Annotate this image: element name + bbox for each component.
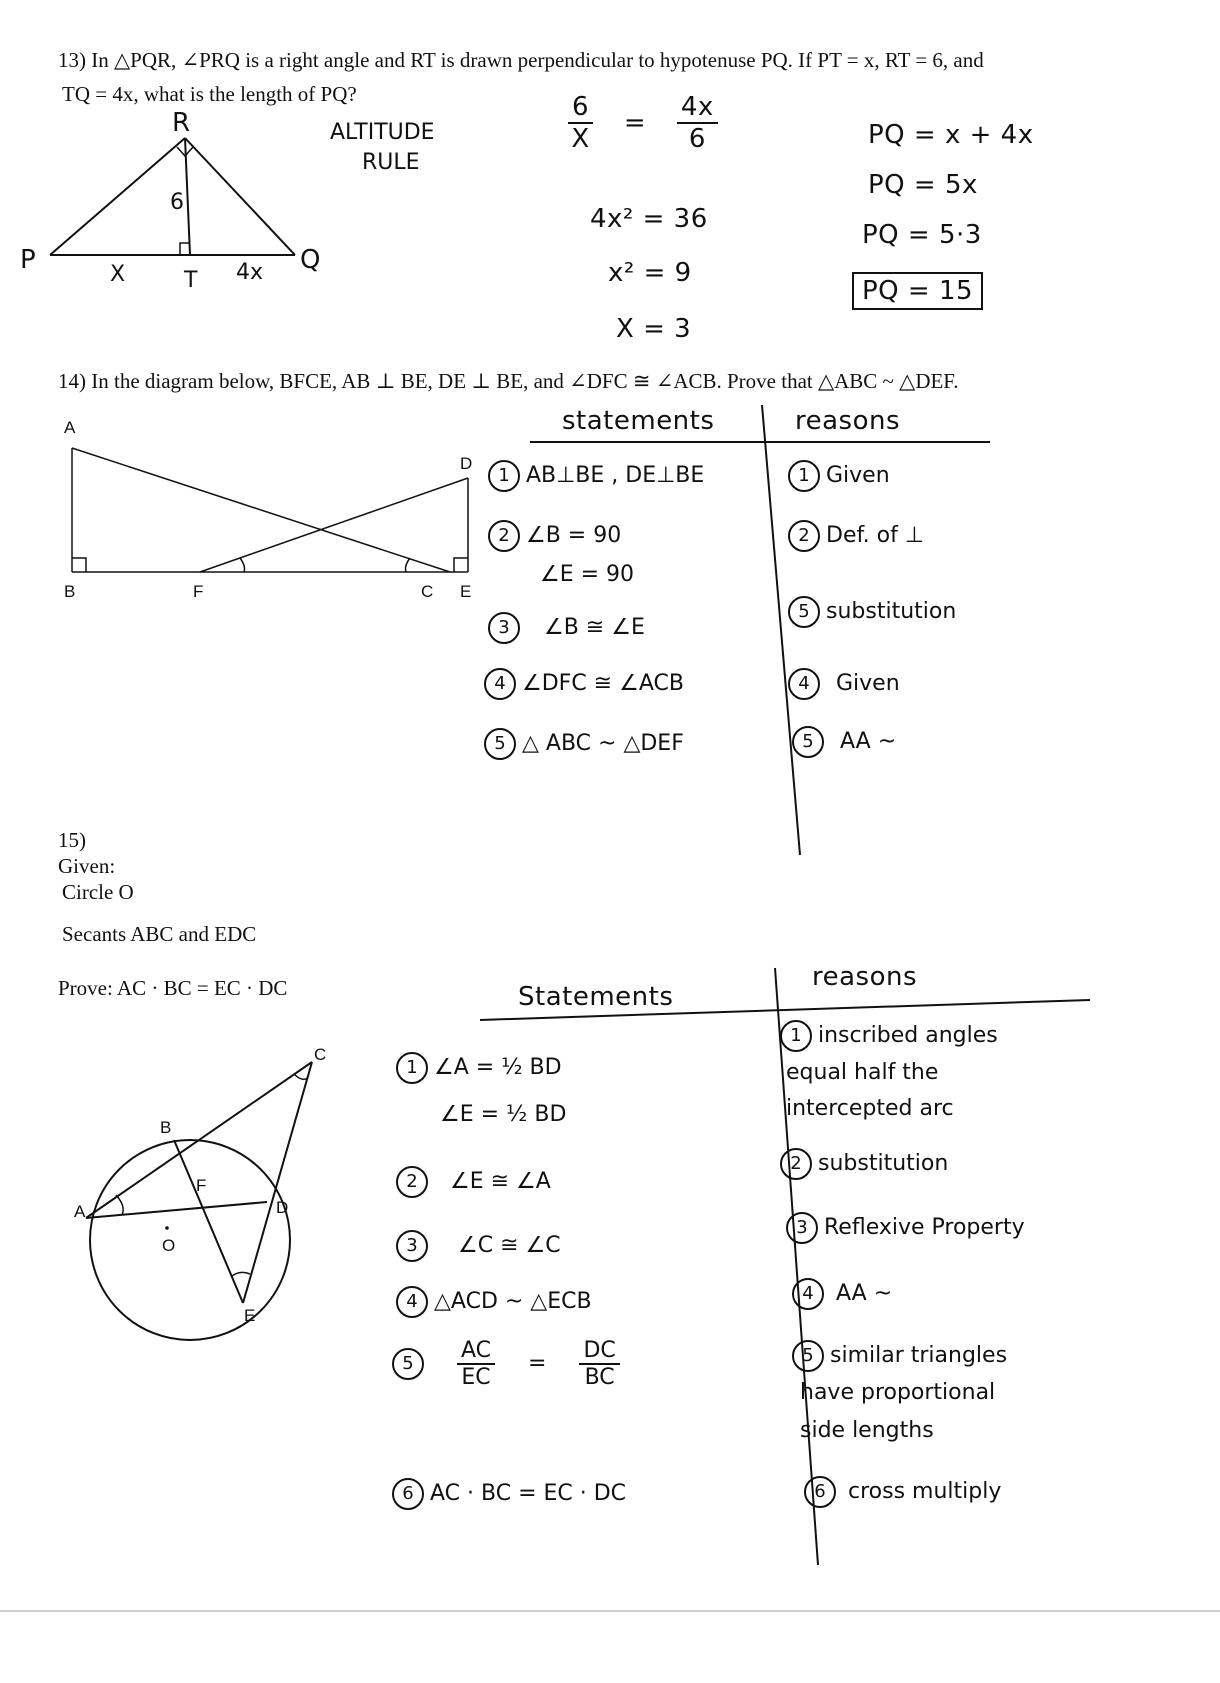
q14-label-c: C [421,582,434,601]
q15-stmt-2 [396,1166,551,1198]
q14-label-d: D [460,454,473,473]
q15-num-3: 3 [396,1230,428,1262]
q14-num-3: 3 [488,612,520,644]
q15-stmt-4-text: △ACD ~ △ECB [434,1289,592,1314]
q15-num-6: 6 [392,1478,424,1510]
q15-num-1: 1 [396,1052,428,1084]
prop-eq: = [623,107,647,138]
right-angle-e [454,558,468,572]
q13-proportion [568,92,718,154]
q14-stmt-1 [488,460,704,492]
q15-reason-1b: equal half the [786,1060,939,1085]
q14-number: 14) [58,369,86,393]
q14-reason-1-text: Given [826,463,890,488]
q14-label-b: B [64,582,76,601]
q15-rnum-3: 3 [786,1212,818,1244]
q15-reason-2 [780,1148,948,1180]
center-dot [165,1226,169,1230]
q15-stmt-6-text: AC · BC = EC · DC [430,1481,627,1506]
q15-header-reasons: reasons [812,962,918,992]
q14-stmt-4 [484,668,684,700]
angle-mark-c [406,558,411,572]
q15-reason-1c: intercepted arc [786,1096,954,1121]
q15-frac-right-den: BC [584,1365,615,1390]
right-angle-mark-t [180,243,190,255]
side-pr [50,138,185,255]
q15-label-e: E [244,1306,256,1325]
side-rq [185,138,295,255]
q13-step1: 4x² = 36 [590,204,708,234]
q15-stmt-1 [396,1052,562,1084]
label-p: P [20,245,37,275]
q14-diagram [60,440,480,580]
altitude-rule-line2: RULE [362,150,420,175]
label-r: R [172,108,191,138]
q15-label-a: A [74,1202,86,1221]
q15-reason-5 [792,1340,1007,1372]
q15-num-2: 2 [396,1166,428,1198]
q15-label-d: D [276,1198,289,1217]
q15-reason-1 [780,1020,998,1052]
q14-rnum-2: 2 [788,520,820,552]
q15-stmt-1b: ∠E = ½ BD [440,1102,567,1127]
q15-rnum-5: 5 [792,1340,824,1372]
label-4x: 4x [236,260,264,285]
q15-stmt-4 [396,1286,592,1318]
q15-stmt-6 [392,1478,626,1510]
q13-answer-box: PQ = 15 [852,272,983,310]
q15-frac-right [579,1338,619,1390]
q14-reason-4-text: Given [836,671,900,696]
q13-text [58,48,984,73]
altitude-rule-line1: ALTITUDE [330,120,435,145]
prop-left-num: 6 [568,92,593,124]
q14-stmt-3-text: ∠B ≅ ∠E [544,615,645,640]
q14-prompt: In the diagram below, BFCE, AB ⊥ BE, DE ⊥ BE, and ∠DFC ≅ ∠ACB. Prove that △ABC ~ △DEF. [91,369,959,393]
prop-right-den: 6 [688,124,706,154]
q14-stmt-2 [488,520,621,552]
q15-reason-3 [786,1212,1025,1244]
q15-rnum-2: 2 [780,1148,812,1180]
q15-reason-4-text: AA ~ [836,1281,893,1306]
q13-step3: X = 3 [616,314,692,344]
q14-rnum-1: 1 [788,460,820,492]
q15-reason-1-text: inscribed angles [818,1023,998,1048]
q15-label-c: C [314,1045,327,1064]
q15-num-4: 4 [396,1286,428,1318]
chord-be [174,1140,243,1303]
q14-reason-1 [788,460,890,492]
q13-pq1: PQ = x + 4x [868,120,1034,150]
q15-frac-right-num: DC [579,1338,619,1365]
prop-right [677,92,718,154]
q14-stmt-5 [484,728,684,760]
q14-stmt-4-text: ∠DFC ≅ ∠ACB [522,671,684,696]
q15-reason-5-text: similar triangles [830,1343,1008,1368]
q14-stmt-2-text: ∠B = 90 [526,523,622,548]
label-t: T [184,268,198,293]
q15-given2: Secants ABC and EDC [62,922,257,946]
q15-reason-4 [792,1278,892,1310]
q13-pq3: PQ = 5·3 [862,220,982,250]
q14-header-reasons: reasons [795,406,901,436]
q14-num-2: 2 [488,520,520,552]
q15-reason-6 [804,1476,1001,1508]
q15-rnum-4: 4 [792,1278,824,1310]
q14-reason-5-text: AA ~ [840,729,897,754]
prop-left [568,92,593,154]
q15-rnum-1: 1 [780,1020,812,1052]
q14-header-statements: statements [562,406,715,436]
q14-label-f: F [193,582,204,601]
q14-num-4: 4 [484,668,516,700]
q15-rnum-6: 6 [804,1476,836,1508]
q15-label-o: O [162,1236,176,1255]
q14-reason-5 [792,726,896,758]
q15-given-label: Given: [58,854,116,878]
q15-circle-diagram [60,1040,360,1320]
q14-stmt-5-text: △ ABC ~ △DEF [522,731,684,756]
q14-num-1: 1 [488,460,520,492]
q14-rnum-3: 5 [788,596,820,628]
q13-text-line2: TQ = 4x, what is the length of PQ? [62,82,357,106]
chord-ad [86,1202,267,1218]
q13-text-line1: In △PQR, ∠PRQ is a right angle and RT is drawn perpendicular to hypotenuse PQ. If PT = x, RT = 6, and [91,48,984,72]
q13-number: 13) [58,48,86,72]
right-angle-b [72,558,86,572]
q15-reason-5b: have proportional [800,1380,996,1405]
q15-frac-eq: = [528,1351,547,1376]
segment-ac [72,448,450,572]
q14-rnum-5: 5 [792,726,824,758]
q15-frac-left-den: EC [461,1365,491,1390]
q15-header-statements: Statements [518,982,674,1012]
q15-label-b: B [160,1118,172,1137]
label-q: Q [300,245,321,275]
q14-rnum-4: 4 [788,668,820,700]
q15-reason-5c: side lengths [800,1418,934,1443]
prop-left-den: X [571,124,590,154]
q14-reason-3 [788,596,956,628]
q15-prove: Prove: AC · BC = EC · DC [58,976,288,1000]
q15-num-5: 5 [392,1348,424,1380]
q15-stmt-3 [396,1230,561,1262]
angle-mark-c [294,1074,308,1079]
q15-frac-left [457,1338,495,1390]
label-6: 6 [170,190,184,215]
q15-stmt-1-text: ∠A = ½ BD [434,1055,562,1080]
q15-frac-left-num: AC [457,1338,495,1365]
prop-right-num: 4x [677,92,718,124]
q15-reason-6-text: cross multiply [848,1479,1002,1504]
q14-reason-2-text: Def. of ⊥ [826,523,924,548]
q15-stmt-3-text: ∠C ≅ ∠C [458,1233,561,1258]
q14-stmt-3 [488,612,645,644]
q15-reason-3-text: Reflexive Property [824,1215,1025,1240]
q14-reason-2 [788,520,924,552]
angle-mark-f [240,558,245,572]
angle-mark-e [232,1272,250,1276]
q15-reason-2-text: substitution [818,1151,949,1176]
page-bottom-divider [0,1610,1220,1612]
q15-stmt-5 [392,1338,620,1390]
q15-stmt-2-text: ∠E ≅ ∠A [450,1169,551,1194]
q13-pq2: PQ = 5x [868,170,978,200]
q14-reason-3-text: substitution [826,599,957,624]
label-x: X [110,262,126,287]
q14-label-a: A [64,418,76,437]
q15-label-f: F [196,1176,207,1195]
q15-given1: Circle O [62,880,134,904]
q14-label-e: E [460,582,472,601]
secant-edc [243,1062,312,1303]
angle-mark-a [116,1195,123,1215]
q14-stmt-1-text: AB⊥BE , DE⊥BE [526,463,705,488]
q14-stmt-2b: ∠E = 90 [540,562,635,587]
q13-step2: x² = 9 [608,258,692,288]
q14-text [58,369,959,394]
q14-num-5: 5 [484,728,516,760]
q15-number: 15) [58,828,86,852]
q14-reason-4 [788,668,900,700]
